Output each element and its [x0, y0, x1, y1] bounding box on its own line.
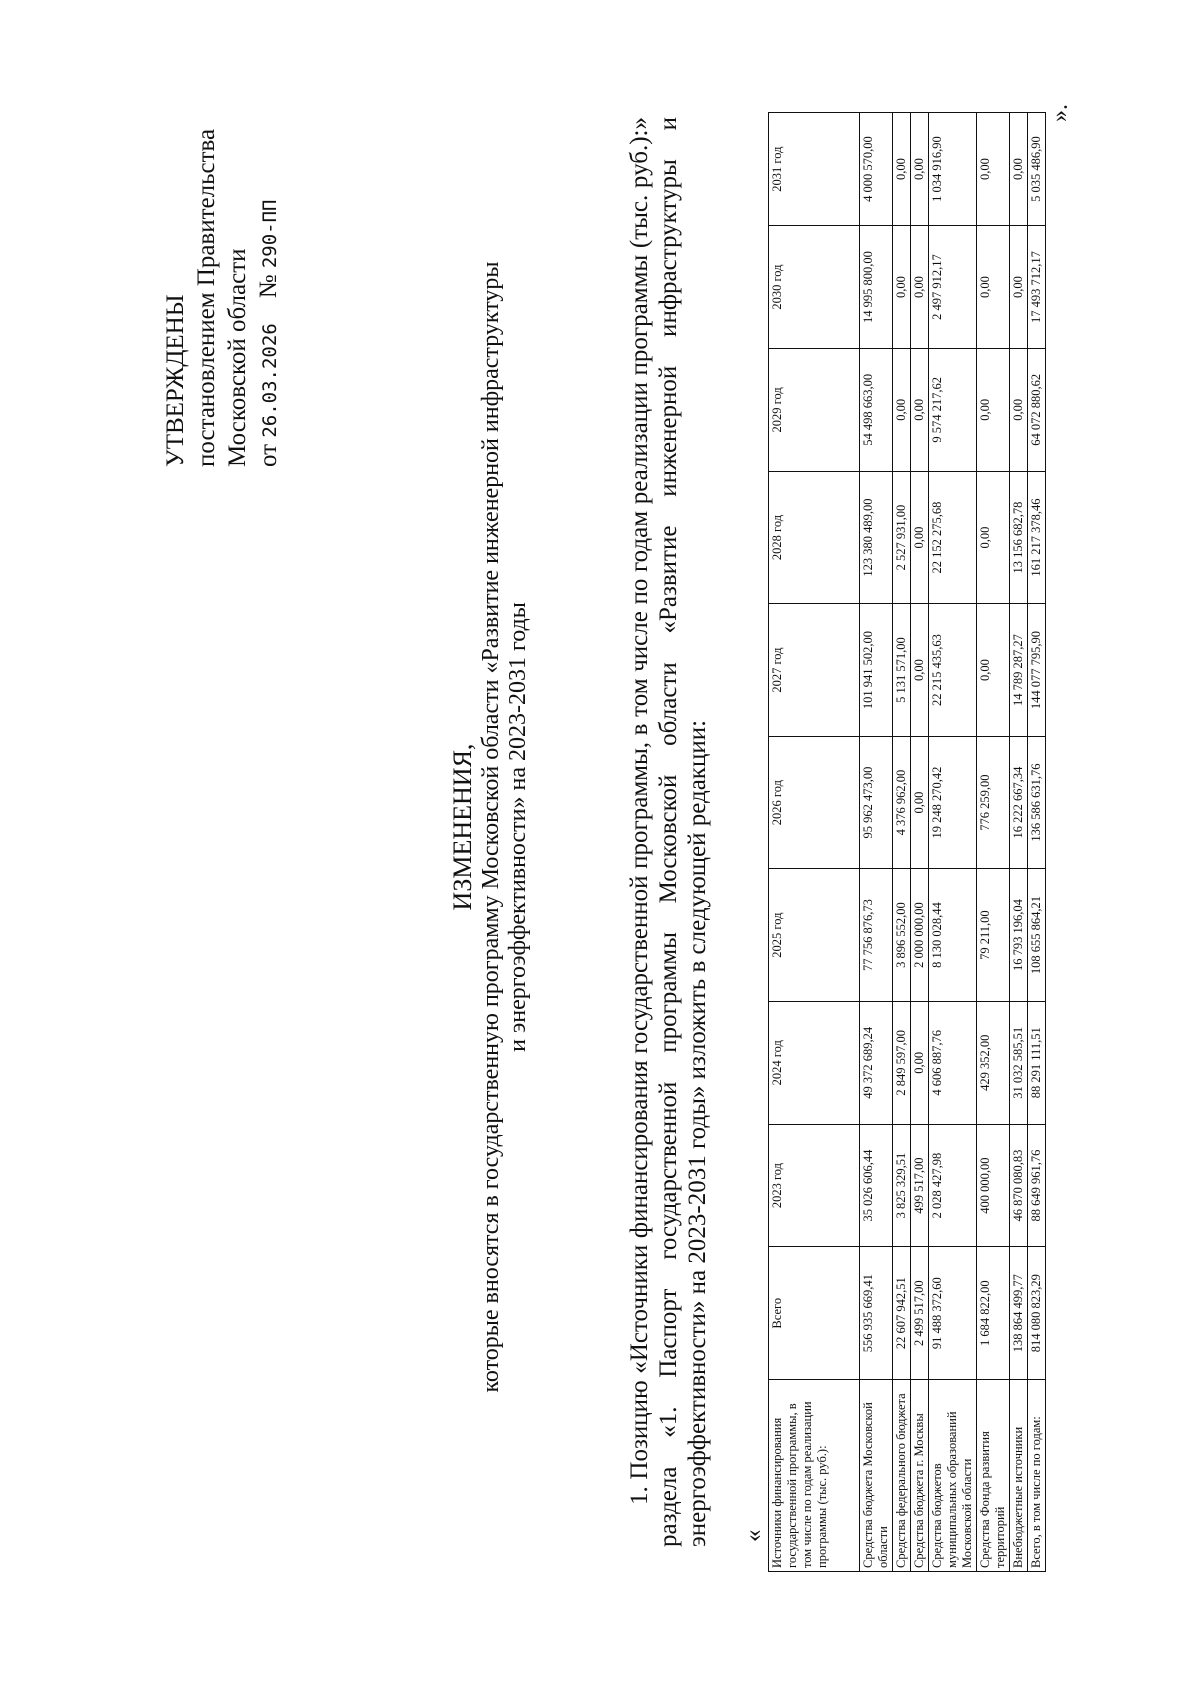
table-cell: 0,00	[1010, 113, 1028, 226]
table-cell: 22 215 435,63	[929, 604, 977, 737]
amendment-paragraph	[625, 117, 712, 1547]
row-label: Средства бюджета Московской области	[860, 1380, 893, 1572]
header-cell: 2023 год	[769, 1124, 860, 1247]
table-cell: 101 941 502,00	[860, 604, 893, 737]
table-cell: 429 352,00	[977, 1001, 1010, 1124]
table-cell: 8 130 028,44	[929, 869, 977, 1002]
table-cell: 9 574 217,62	[929, 348, 977, 471]
approval-date: 26.03.2026	[259, 323, 281, 438]
header-cell: 2031 год	[769, 113, 860, 226]
table-cell: 17 493 712,17	[1028, 226, 1046, 349]
table-row	[1010, 113, 1028, 1572]
header-cell: Всего	[769, 1247, 860, 1380]
row-label: Внебюджетные источники	[1010, 1380, 1028, 1572]
table-cell: 3 896 552,00	[893, 869, 911, 1002]
table-cell: 14 789 287,27	[1010, 604, 1028, 737]
approval-number: 290-ПП	[259, 199, 281, 269]
header-cell: 2029 год	[769, 348, 860, 471]
table-cell: 91 488 372,60	[929, 1247, 977, 1380]
table-cell: 0,00	[977, 471, 1010, 604]
table-cell: 0,00	[893, 348, 911, 471]
table-cell: 64 072 880,62	[1028, 348, 1046, 471]
table-cell: 22 607 942,51	[893, 1247, 911, 1380]
table-row	[977, 113, 1010, 1572]
table-cell: 31 032 585,51	[1010, 1001, 1028, 1124]
date-prefix: от	[255, 443, 282, 467]
table-cell: 4 606 887,76	[929, 1001, 977, 1124]
table-row	[893, 113, 911, 1572]
amendment-text: 1. Позицию «Источники финансирования государственной программы, в том числе по годам реализации программы (тыс. руб.):» раздела «1. Паспорт государственной программы Московской области «Развитие инженерной инфраструктуры и энергоэффективности» на 2023-2031 годы» изложить в следующей редакции:	[626, 117, 711, 1547]
table-cell: 4 376 962,00	[893, 736, 911, 869]
table-cell: 0,00	[911, 736, 929, 869]
table-cell: 814 080 823,29	[1028, 1247, 1046, 1380]
close-quote: ».	[1047, 104, 1073, 122]
document-subtitle-line2: и энергоэффективности» на 2023-2031 годы	[505, 602, 531, 1052]
table-cell: 0,00	[977, 604, 1010, 737]
row-label: Средства федерального бюджета	[893, 1380, 911, 1572]
table-cell: 79 211,00	[977, 869, 1010, 1002]
table-cell: 0,00	[977, 113, 1010, 226]
header-cell: 2027 год	[769, 604, 860, 737]
table-cell: 0,00	[911, 113, 929, 226]
financing-table	[768, 112, 1046, 1572]
table-cell: 54 498 663,00	[860, 348, 893, 471]
table-cell: 123 380 489,00	[860, 471, 893, 604]
table-cell: 2 499 517,00	[911, 1247, 929, 1380]
table-cell: 2 000 000,00	[911, 869, 929, 1002]
table-cell: 88 291 111,51	[1028, 1001, 1046, 1124]
table-cell: 0,00	[911, 604, 929, 737]
table-cell: 5 131 571,00	[893, 604, 911, 737]
approval-block	[160, 129, 286, 467]
table-cell: 108 655 864,21	[1028, 869, 1046, 1002]
table-cell: 0,00	[977, 348, 1010, 471]
table-cell: 0,00	[893, 113, 911, 226]
table-cell: 35 026 606,44	[860, 1124, 893, 1247]
header-cell: 2030 год	[769, 226, 860, 349]
table-header-row	[769, 113, 860, 1572]
open-quote: «	[740, 1529, 767, 1542]
table-cell: 46 870 080,83	[1010, 1124, 1028, 1247]
approved-label: УТВЕРЖДЕНЫ	[162, 294, 189, 467]
table-cell: 88 649 961,76	[1028, 1124, 1046, 1247]
table-cell: 0,00	[1010, 226, 1028, 349]
table-cell: 22 152 275,68	[929, 471, 977, 604]
table-cell: 144 077 795,90	[1028, 604, 1046, 737]
row-label: Средства бюджетов муниципальных образований Московской области	[929, 1380, 977, 1572]
row-label: Средства Фонда развития территорий	[977, 1380, 1010, 1572]
table-cell: 0,00	[893, 226, 911, 349]
table-cell: 5 035 486,90	[1028, 113, 1046, 226]
table-total-row	[1028, 113, 1046, 1572]
table-cell: 0,00	[977, 226, 1010, 349]
table-cell: 161 217 378,46	[1028, 471, 1046, 604]
table-cell: 19 248 270,42	[929, 736, 977, 869]
table-row	[911, 113, 929, 1572]
table-cell: 95 962 473,00	[860, 736, 893, 869]
table-cell: 0,00	[911, 1001, 929, 1124]
table-cell: 49 372 689,24	[860, 1001, 893, 1124]
table-cell: 14 995 800,00	[860, 226, 893, 349]
table-cell: 16 793 196,04	[1010, 869, 1028, 1002]
table-cell: 0,00	[911, 471, 929, 604]
table-cell: 13 156 682,78	[1010, 471, 1028, 604]
document-subtitle-line1: которые вносятся в государственную программу Московской области «Развитие инженерной инфраструктуры	[478, 261, 504, 1393]
table-cell: 136 586 631,76	[1028, 736, 1046, 869]
header-cell: 2025 год	[769, 869, 860, 1002]
row-label: Всего, в том числе по годам:	[1028, 1380, 1046, 1572]
table-cell: 3 825 329,51	[893, 1124, 911, 1247]
table-cell: 2 497 912,17	[929, 226, 977, 349]
table-cell: 77 756 876,73	[860, 869, 893, 1002]
header-cell: 2028 год	[769, 471, 860, 604]
table-row	[860, 113, 893, 1572]
table-cell: 0,00	[911, 226, 929, 349]
table-cell: 2 527 931,00	[893, 471, 911, 604]
table-cell: 4 000 570,00	[860, 113, 893, 226]
table-cell: 2 028 427,98	[929, 1124, 977, 1247]
table-cell: 776 259,00	[977, 736, 1010, 869]
header-cell: 2024 год	[769, 1001, 860, 1124]
header-cell: 2026 год	[769, 736, 860, 869]
document-title: ИЗМЕНЕНИЯ,	[448, 743, 477, 911]
header-cell: Источники финансирования государственной программы, в том числе по годам реализации программы (тыс. руб.):	[769, 1380, 860, 1572]
table-cell: 0,00	[911, 348, 929, 471]
table-cell: 0,00	[1010, 348, 1028, 471]
table-row	[929, 113, 977, 1572]
table-cell: 400 000,00	[977, 1124, 1010, 1247]
table-cell: 556 935 669,41	[860, 1247, 893, 1380]
table-cell: 16 222 667,34	[1010, 736, 1028, 869]
table-cell: 1 684 822,00	[977, 1247, 1010, 1380]
table-cell: 138 864 499,77	[1010, 1247, 1028, 1380]
table-cell: 1 034 916,90	[929, 113, 977, 226]
approved-date-line	[253, 129, 286, 467]
table-cell: 499 517,00	[911, 1124, 929, 1247]
number-sign: №	[255, 274, 282, 299]
table-cell: 2 849 597,00	[893, 1001, 911, 1124]
row-label: Средства бюджета г. Москвы	[911, 1380, 929, 1572]
approved-by-line: постановлением Правительства	[193, 128, 220, 467]
approved-region-line: Московской области	[224, 248, 251, 467]
